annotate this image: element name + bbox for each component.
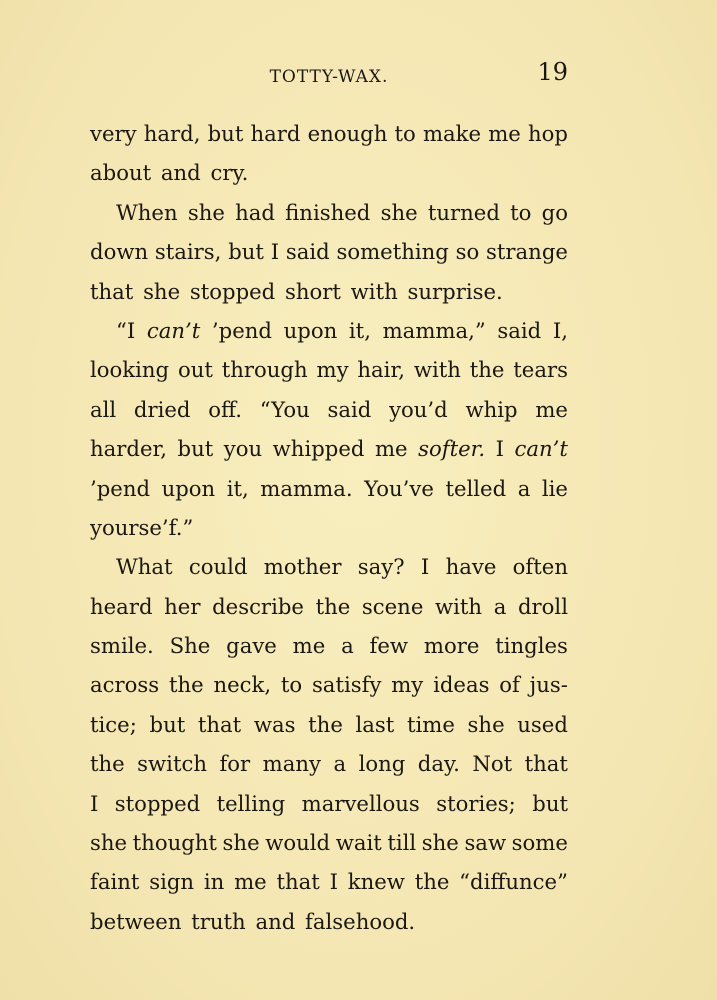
word: my: [391, 672, 424, 698]
word: time: [406, 711, 455, 737]
word: that: [524, 751, 568, 777]
word: me: [292, 633, 326, 659]
word: to: [280, 672, 303, 698]
word: lie: [541, 475, 568, 501]
word: in: [203, 869, 225, 895]
word: telled: [445, 475, 507, 501]
word: looking: [90, 357, 170, 383]
word: mother: [263, 554, 342, 580]
text-line: [90, 508, 568, 547]
word: tice;: [90, 711, 137, 737]
word: out: [177, 357, 213, 383]
word: that: [90, 278, 134, 304]
word: very: [90, 121, 137, 146]
text-line: [90, 784, 568, 823]
word: ideas: [433, 672, 490, 698]
word: You’ve: [364, 475, 434, 501]
text-line: [90, 744, 568, 783]
word: a: [333, 751, 347, 777]
text-line: [90, 626, 568, 665]
word: ’pend: [211, 317, 272, 343]
text-line: [90, 862, 568, 901]
word: the: [414, 869, 450, 895]
word: ’pend: [90, 475, 151, 501]
word: “diffunce”: [459, 869, 568, 895]
word: me: [488, 121, 521, 146]
word: surprise.: [407, 278, 503, 304]
word: some: [511, 830, 568, 856]
word: so: [455, 239, 480, 265]
word: wait: [335, 830, 382, 856]
word: stories;: [436, 790, 516, 816]
word: said: [497, 317, 542, 343]
word: gave: [226, 633, 277, 659]
text-line: [90, 311, 568, 350]
word: finished: [285, 199, 371, 225]
word: day.: [417, 751, 460, 777]
word: long: [358, 751, 406, 777]
word: more: [423, 633, 480, 659]
word: telling: [216, 790, 286, 816]
text-line: [90, 272, 568, 311]
word: down: [90, 239, 149, 265]
word: truth: [191, 908, 246, 934]
running-head: [90, 58, 568, 92]
word: and: [160, 160, 201, 186]
word: said: [285, 239, 330, 265]
word: stopped: [189, 278, 276, 304]
text-line: [90, 153, 568, 192]
word: till: [387, 830, 417, 856]
word: few: [369, 633, 409, 659]
word: she: [421, 830, 459, 856]
text-line: [90, 823, 568, 862]
word: “You: [259, 396, 310, 422]
word: she: [380, 199, 418, 225]
word: with: [413, 357, 461, 383]
word: yourse’f.”: [90, 514, 194, 540]
word: whip: [465, 396, 518, 422]
word: sign: [149, 869, 195, 895]
word: her: [164, 593, 201, 619]
word: through: [221, 357, 308, 383]
word: marvellous: [301, 790, 420, 816]
word: but: [207, 121, 244, 146]
word: hop: [527, 121, 568, 146]
word: stopped: [114, 790, 201, 816]
page-number: 19: [537, 58, 568, 86]
word: many: [262, 751, 321, 777]
word: she: [143, 278, 181, 304]
word: that: [197, 711, 242, 737]
word: would: [265, 830, 331, 856]
word: the: [308, 711, 343, 737]
word: enough: [307, 121, 388, 146]
word: droll: [517, 593, 568, 619]
word: but: [532, 790, 568, 816]
word: turned: [427, 199, 500, 225]
word: dried: [133, 396, 191, 422]
word: a: [493, 593, 507, 619]
word: upon: [283, 317, 338, 343]
word: last: [355, 711, 395, 737]
word: you: [223, 436, 263, 462]
word: harder,: [90, 436, 168, 462]
word: across: [90, 672, 160, 698]
word: “I: [116, 317, 136, 343]
word: off.: [208, 396, 243, 422]
word: hair,: [357, 357, 405, 383]
word: faint: [90, 869, 140, 895]
word: short: [285, 278, 341, 304]
word: me: [535, 396, 568, 422]
text-line: [90, 665, 568, 704]
word: about: [90, 160, 152, 186]
text-line: [90, 902, 568, 941]
word: go: [541, 199, 568, 225]
word: thought: [132, 830, 217, 856]
word: upon: [161, 475, 216, 501]
text-line: [90, 429, 568, 468]
word: a: [517, 475, 531, 501]
word: it,: [226, 475, 249, 501]
text-line: [90, 587, 568, 626]
running-title: TOTTY-WAX.: [269, 67, 389, 87]
word: but: [228, 239, 264, 265]
text-line: [90, 350, 568, 389]
word: can’t: [146, 317, 201, 343]
text-line: [90, 193, 568, 232]
word: switch: [137, 751, 207, 777]
word: What: [116, 554, 173, 580]
word: saw: [464, 830, 507, 856]
word: for: [219, 751, 251, 777]
word: had: [235, 199, 275, 225]
word: a: [341, 633, 354, 659]
word: all: [90, 396, 117, 422]
word: often: [512, 554, 568, 580]
word: it,: [348, 317, 371, 343]
word: that: [276, 869, 320, 895]
word: heard: [90, 593, 153, 619]
word: could: [188, 554, 248, 580]
word: She: [169, 633, 211, 659]
word: me: [234, 869, 267, 895]
word: was: [253, 711, 296, 737]
word: with: [435, 593, 483, 619]
word: she: [90, 830, 128, 856]
word: whipped: [272, 436, 365, 462]
word: but: [149, 711, 186, 737]
text-line: [90, 547, 568, 586]
word: used: [517, 711, 568, 737]
word: cry.: [210, 160, 249, 186]
word: tingles: [495, 633, 568, 659]
word: the: [168, 672, 204, 698]
word: you’d: [389, 396, 448, 422]
word: the: [469, 357, 505, 383]
word: have: [445, 554, 497, 580]
word: with: [350, 278, 398, 304]
word: of: [499, 672, 520, 698]
word: but: [177, 436, 214, 462]
body-text: [90, 114, 568, 941]
text-line: [90, 390, 568, 429]
word: to: [510, 199, 532, 225]
word: can’t: [514, 436, 568, 462]
word: me: [374, 436, 408, 462]
word: to: [394, 121, 416, 146]
word: scene: [361, 593, 424, 619]
word: I: [90, 790, 99, 816]
word: between: [90, 908, 182, 934]
word: she: [187, 199, 225, 225]
word: the: [90, 751, 125, 777]
word: strange: [486, 239, 568, 265]
word: I,: [552, 317, 568, 343]
word: smile.: [90, 633, 154, 659]
word: hard,: [143, 121, 201, 146]
word: tears: [513, 357, 568, 383]
word: she: [467, 711, 505, 737]
word: the: [315, 593, 351, 619]
word: I: [270, 239, 280, 265]
word: softer.: [418, 436, 486, 462]
text-line: [90, 232, 568, 271]
word: stairs,: [154, 239, 222, 265]
word: Not: [472, 751, 513, 777]
word: she: [222, 830, 260, 856]
word: I: [329, 869, 338, 895]
word: mamma.: [260, 475, 353, 501]
word: hard: [250, 121, 301, 146]
word: satisfy: [311, 672, 382, 698]
word: and: [255, 908, 296, 934]
word: said: [327, 396, 372, 422]
word: something: [336, 239, 449, 265]
word: jus-: [529, 672, 568, 698]
word: describe: [212, 593, 304, 619]
word: mamma,”: [382, 317, 486, 343]
word: I: [420, 554, 430, 580]
word: my: [316, 357, 349, 383]
word: When: [116, 199, 178, 225]
text-line: [90, 469, 568, 508]
word: falsehood.: [305, 908, 416, 934]
text-line: [90, 705, 568, 744]
text-line: [90, 114, 568, 153]
word: neck,: [213, 672, 272, 698]
word: I: [495, 436, 505, 462]
word: say?: [357, 554, 405, 580]
word: knew: [347, 869, 405, 895]
word: make: [422, 121, 482, 146]
